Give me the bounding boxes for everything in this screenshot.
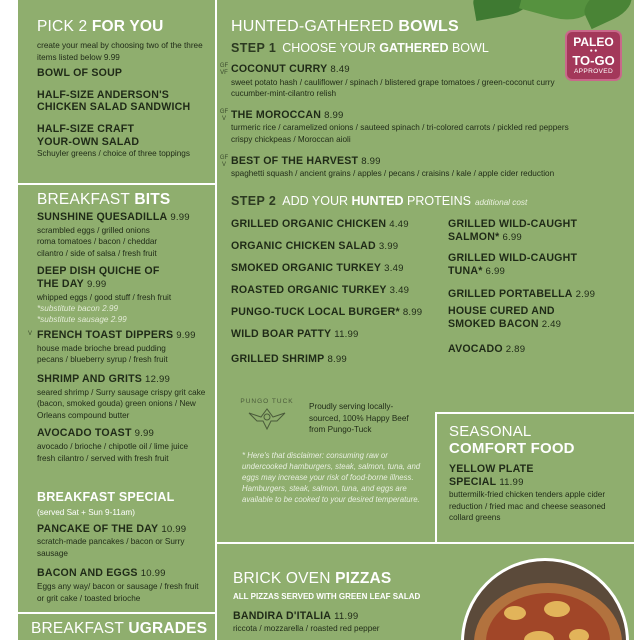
protein-item: HOUSE CURED AND SMOKED BACON 2.49 <box>448 305 562 330</box>
menu-item-price: 8.49 <box>330 64 350 75</box>
section-divider <box>18 183 215 185</box>
section-title: SEASONAL <box>449 423 532 440</box>
pizzas-section <box>233 570 463 635</box>
menu-item <box>37 427 215 464</box>
pick2-section <box>37 18 212 160</box>
menu-item-desc: seared shrimp / Surry sausage crispy grit cake (bacon, smoked gouda) green onions / New Orleans compound butter <box>37 387 206 420</box>
breakfast-bits-section <box>27 191 215 464</box>
menu-item <box>449 463 629 524</box>
pizza-subtitle: ALL PIZZAS SERVED WITH GREEN LEAF SALAD <box>233 592 421 601</box>
bowls-section <box>231 18 561 56</box>
substitute-note: *substitute bacon 2.99 <box>37 304 119 314</box>
menu-item-name: YELLOW PLATE SPECIAL <box>449 463 534 488</box>
dietary-tag: GF VF <box>219 63 229 76</box>
menu-item-desc: Schuyler greens / choice of three toppings <box>37 149 190 159</box>
protein-item: GRILLED WILD-CAUGHT SALMON* 6.99 <box>448 218 578 243</box>
menu-item <box>37 523 215 560</box>
substitute-note: *substitute sausage 2.99 <box>37 315 127 325</box>
menu-item-price: 9.99 <box>134 428 155 440</box>
step-1-heading: STEP 1 CHOOSE YOUR GATHERED BOWL <box>231 41 489 55</box>
menu-item <box>233 610 463 635</box>
dietary-tag: GF V <box>219 108 229 122</box>
menu-item <box>219 154 626 180</box>
protein-item: WILD BOAR PATTY 11.99 <box>231 328 359 340</box>
served-hours: (served Sat + Sun 9-11am) <box>37 508 135 517</box>
section-title: BREAKFAST UGRADES <box>31 620 208 637</box>
bowl-items <box>219 63 626 180</box>
basil-leaf-icon <box>579 0 634 29</box>
proteins-right <box>448 218 628 357</box>
menu-item-name: FRENCH TOAST DIPPERS <box>37 329 174 342</box>
menu-item-desc: avocado / brioche / chipotle oil / lime juice fresh cilantro / served with fresh fruit <box>37 441 189 463</box>
section-divider <box>217 542 634 544</box>
dietary-tag: GF V <box>219 154 229 168</box>
food-safety-disclaimer: * Here's that disclaimer: consuming raw or undercooked hamburgers, steak, salmon, tuna, and eggs may increase your risk of food-borne illness. Hamburgers, steak, salmon, tuna, and eggs are available to be cooked to your desired temperature. <box>242 451 421 504</box>
menu-item-price: 8.99 <box>324 109 344 121</box>
menu-item-name: BACON AND EGGS <box>37 567 138 580</box>
menu-item <box>37 211 215 259</box>
breakfast-upgrades-section <box>31 620 221 638</box>
menu-item-name: THE MOROCCAN <box>231 108 322 121</box>
menu-item-name: SHRIMP AND GRITS <box>37 372 143 385</box>
seasonal-section <box>449 423 629 524</box>
section-subtitle: COMFORT FOOD <box>449 440 575 457</box>
eagle-icon <box>247 405 287 431</box>
menu-item-price: 9.99 <box>176 330 196 342</box>
menu-item-price: 8.99 <box>361 155 381 167</box>
menu-item-price: 11.99 <box>499 476 524 488</box>
proteins-left <box>231 218 446 375</box>
menu-item <box>27 329 215 366</box>
menu-item-desc: house made brioche bread pudding pecans / blueberry syrup / fresh fruit <box>37 343 168 365</box>
menu-item <box>37 567 215 604</box>
menu-item-price: 10.99 <box>161 523 187 535</box>
protein-item: PUNGO-TUCK LOCAL BURGER* 8.99 <box>231 306 423 318</box>
menu-item-price: 9.99 <box>86 278 107 290</box>
pizza-photo <box>461 558 629 640</box>
dietary-tag: V <box>27 331 32 338</box>
menu-item-name: HALF-SIZE ANDERSON'S CHICKEN SALAD SANDWICH <box>37 88 191 114</box>
protein-item: SMOKED ORGANIC TURKEY 3.49 <box>231 262 404 274</box>
menu-item-price: 9.99 <box>170 212 190 223</box>
menu-item-name: DEEP DISH QUICHE OF THE DAY <box>37 265 160 290</box>
section-title: BREAKFAST BITS <box>37 191 171 208</box>
section-divider <box>18 612 215 614</box>
section-title: BRICK OVEN PIZZAS <box>233 570 392 587</box>
menu-item-name: BOWL OF SOUP <box>37 67 123 80</box>
menu-item-price: 10.99 <box>140 568 166 580</box>
menu-panel <box>18 0 634 640</box>
protein-item: GRILLED ORGANIC CHICKEN 4.49 <box>231 218 409 230</box>
protein-item: GRILLED SHRIMP 8.99 <box>231 353 347 365</box>
pungo-tuck-logo: PUNGO TUCK <box>236 398 298 436</box>
menu-item-price: 12.99 <box>145 373 171 385</box>
menu-item-desc: Eggs any way/ bacon or sausage / fresh fruit or grit cake / toasted brioche <box>37 581 199 603</box>
menu-item-desc: scrambled eggs / grilled onions roma tomatoes / bacon / cheddar cilantro / side of salsa / fresh fruit <box>37 225 158 258</box>
step-2-heading: STEP 2 ADD YOUR HUNTED PROTEINS additional cost <box>231 194 528 208</box>
column-divider <box>215 0 217 640</box>
section-title: HUNTED-GATHERED BOWLS <box>231 18 459 35</box>
menu-item <box>37 373 215 421</box>
menu-item-name: BEST OF THE HARVEST <box>231 154 359 167</box>
section-title: BREAKFAST SPECIAL <box>37 490 175 504</box>
menu-item-desc: riccota / mozzarella / roasted red pepper <box>233 624 380 634</box>
protein-item: GRILLED PORTABELLA 2.99 <box>448 288 596 300</box>
menu-item-name: PANCAKE OF THE DAY <box>37 522 159 535</box>
menu-item-name: SUNSHINE QUESADILLA <box>37 211 168 223</box>
menu-item-desc: buttermilk-fried chicken tenders apple cider reduction / fried mac and cheese seasoned collard greens <box>449 490 606 523</box>
menu-item-price: 11.99 <box>334 610 359 622</box>
section-divider <box>435 412 634 414</box>
menu-item-desc: whipped eggs / good stuff / fresh fruit <box>37 292 172 302</box>
paleo-to-go-badge: PALEO ● ● TO-GO APPROVED <box>565 30 622 81</box>
protein-item: GRILLED WILD-CAUGHT TUNA* 6.99 <box>448 252 578 277</box>
menu-item <box>219 63 626 100</box>
section-title: PICK 2 FOR YOU <box>37 18 164 35</box>
menu-item-desc: sweet potato hash / cauliflower / spinach / blistered grape tomatoes / green-coconut curry cucumber-mint-cilantro relish <box>231 77 555 99</box>
menu-item <box>219 108 626 146</box>
menu-item-desc: turmeric rice / caramelized onions / sauteed spinach / tri-colored carrots / pickled red peppers crispy chickpeas / Moroccan aioli <box>231 123 569 144</box>
protein-item: ROASTED ORGANIC TURKEY 3.49 <box>231 284 410 296</box>
menu-item-name: AVOCADO TOAST <box>37 427 132 440</box>
protein-item: AVOCADO 2.89 <box>448 343 526 355</box>
menu-item-name: HALF-SIZE CRAFT YOUR-OWN SALAD <box>37 122 140 148</box>
breakfast-special-section <box>37 488 215 604</box>
menu-item-desc: scratch-made pancakes / bacon or Surry sausage <box>37 537 185 558</box>
protein-item: ORGANIC CHICKEN SALAD 3.99 <box>231 240 399 252</box>
column-divider <box>435 412 437 542</box>
menu-item <box>37 265 215 325</box>
proudly-serving-note: Proudly serving locally-sourced, 100% Happy Beef from Pungo-Tuck <box>309 402 409 435</box>
pick2-intro: create your meal by choosing two of the three items listed below 9.99 <box>37 41 203 62</box>
menu-item-name: COCONUT CURRY <box>231 63 328 75</box>
menu-item-name: BANDIRA D'ITALIA <box>233 609 332 622</box>
menu-item-desc: spaghetti squash / ancient grains / apples / pecans / craisins / kale / apple cider reduction <box>231 169 555 179</box>
